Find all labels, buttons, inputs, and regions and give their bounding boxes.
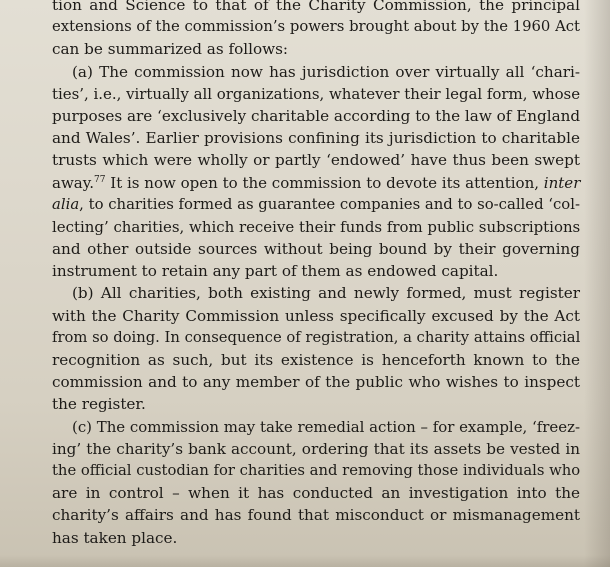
text-line: are in control – when it has conducted an investigation into the xyxy=(52,484,580,503)
text-line: ties’, i.e., virtually all organizations, whatever their legal form, whose xyxy=(52,84,581,103)
text-line: tion and Science to that of the Charity Commission, the principal xyxy=(52,0,580,14)
italic-text: alia xyxy=(52,195,80,213)
text-line: can be summarized as follows: xyxy=(52,40,289,59)
paragraph-a-start: (a) The commission now has jurisdiction over virtually all ‘chari- xyxy=(72,62,580,81)
text-line: lecting’ charities, which receive their funds from public subscriptions xyxy=(52,217,581,236)
text-line: charity’s affairs and has found that misconduct or mismanagement xyxy=(52,506,580,525)
line-text: It is now open to the commission to devote its attention, xyxy=(105,173,544,192)
text-line: extensions of the commission’s powers brought about by the 1960 Act xyxy=(52,18,580,36)
text-line: and Wales’. Earlier provisions confining its jurisdiction to charitable xyxy=(52,129,580,148)
text-line: with the Charity Commission unless specifically excused by the Act xyxy=(52,306,580,325)
line-text: away. xyxy=(52,173,95,192)
text-line: trusts which were wholly or partly ‘endowed’ have thus been swept xyxy=(52,151,580,170)
paragraph-b-start: (b) All charities, both existing and newly formed, must register xyxy=(72,284,580,303)
text-line: from so doing. In consequence of registration, a charity attains official xyxy=(52,328,581,346)
text-line: recognition as such, but its existence is henceforth known to the xyxy=(52,351,580,369)
text-line: has taken place. xyxy=(52,528,178,547)
italic-text: inter xyxy=(543,173,581,192)
text-line-with-italic xyxy=(52,194,580,216)
text-line: the official custodian for charities and removing those individuals who xyxy=(52,461,581,479)
paragraph-c-start: (c) The commission may take remedial action – for example, ‘freez- xyxy=(72,417,580,436)
text-line: commission and to any member of the public who wishes to inspect xyxy=(52,373,580,392)
spine-shadow xyxy=(584,0,610,567)
text-line: and other outside sources without being bound by their governing xyxy=(52,240,580,259)
text-line: ing’ the charity’s bank account, ordering that its assets be vested in xyxy=(52,439,580,458)
text-line: purposes are ‘exclusively charitable according to the law of England xyxy=(52,106,581,125)
page-bottom-shade xyxy=(0,555,610,567)
text-line-with-footnote xyxy=(52,172,580,194)
line-text: , to charities formed as guarantee companies and to so-called ‘col- xyxy=(79,195,580,213)
body-text xyxy=(52,0,580,549)
footnote-reference: 77 xyxy=(94,174,106,185)
text-line: the register. xyxy=(52,395,146,414)
text-line: instrument to retain any part of them as endowed capital. xyxy=(52,262,499,281)
